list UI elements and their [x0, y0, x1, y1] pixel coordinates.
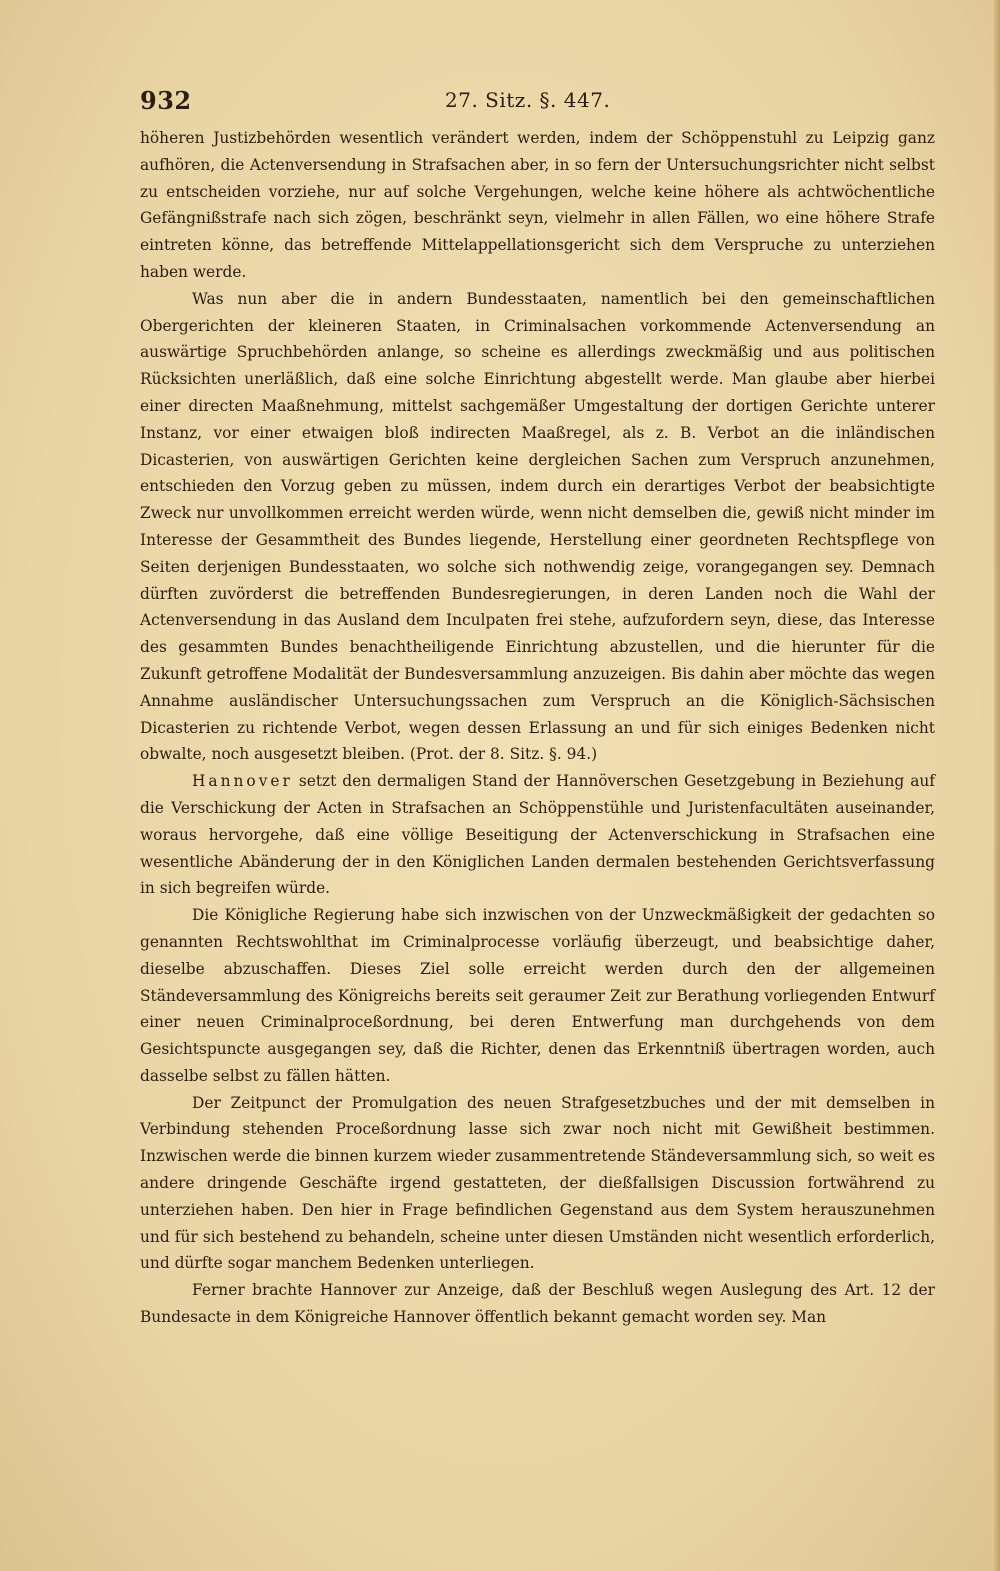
paragraph: Ferner brachte Hannover zur Anzeige, daß der Beschluß wegen Auslegung des Art. 12 der Bundesacte in dem Königreiche Hannover öffentlich bekannt gemacht worden sey. Man	[140, 1281, 935, 1327]
page-edge	[994, 0, 1000, 1571]
running-head: 27. Sitz. §. 447.	[445, 88, 611, 112]
page-header	[140, 86, 940, 120]
paragraph-text: setzt den dermaligen Stand der Hannöverschen Gesetzgebung in Beziehung auf die Verschickung der Acten in Strafsachen an Schöppenstühle und Juristenfacultäten auseinander, woraus hervorgehe, daß eine völlige Beseitigung der Actenverschickung in Strafsachen eine wesentliche Abänderung der in den Königlichen Landen dermalen bestehenden Gerichtsverfassung in sich begreifen würde.	[140, 772, 935, 898]
paragraph: Der Zeitpunct der Promulgation des neuen Strafgesetzbuches und der mit demselben in Verbindung stehenden Proceßordnung lasse sich zwar noch nicht mit Gewißheit bestimmen. Inzwischen werde die binnen kurzem wieder zusammentretende Ständeversammlung sich, so weit es andere dringende Geschäfte irgend gestatteten, der dießfallsigen Discussion fortwährend zu unterziehen haben. Den hier in Frage befindlichen Gegenstand aus dem System herauszunehmen und für sich bestehend zu behandeln, scheine unter diesen Umständen nicht wesentlich erforderlich, und dürfte sogar manchem Bedenken unterliegen.	[140, 1093, 935, 1273]
paragraph-lead-name: Hannover	[192, 772, 293, 791]
paragraph	[140, 768, 935, 902]
paragraph: Was nun aber die in andern Bundesstaaten, namentlich bei den gemeinschaftlichen Obergerichten der kleineren Staaten, in Criminalsachen vorkommende Actenversendung an auswärtige Spruchbehörden anlange, so scheine es allerdings zweckmäßig und aus politischen Rücksichten unerläßlich, daß eine solche Einrichtung abgestellt werde. Man glaube aber hierbei einer directen Maaßnehmung, mittelst sachgemäßer Umgestaltung der dortigen Gerichte unterer Instanz, vor einer etwaigen bloß indirecten Maaßregel, als z. B. Verbot an die inländischen Dicasterien, von auswärtigen Gerichten keine dergleichen Sachen zum Verspruch anzunehmen, entschieden den Vorzug geben zu müssen, indem durch ein derartiges Verbot der beabsichtigte Zweck nur unvollkommen erreicht werden würde, wenn nicht demselben die, gewiß nicht minder im Interesse der Gesammtheit des Bundes liegende, Herstellung einer geordneten Rechtspflege von Seiten derjenigen Bundesstaaten, wo solche sich nothwendig zeige, vorangegangen sey. Demnach dürften zuvörderst die betreffenden Bundesregierungen, in deren Landen noch die Wahl der Actenversendung in das Ausland dem Inculpaten frei stehe, aufzufordern seyn, diese, das Interesse des gesammten Bundes benachtheiligende Einrichtung abzustellen, und die hierunter für die Zukunft getroffene Modalität der Bundesversammlung anzuzeigen. Bis dahin aber möchte das wegen Annahme ausländischer Untersuchungssachen zum Verspruch an die Königlich-Sächsischen Dicasterien zu richtende Verbot, wegen dessen Erlassung an und für sich einiges Bedenken nicht obwalte, noch ausgesetzt bleiben. (Prot. der 8. Sitz. §. 94.)	[140, 289, 935, 764]
paragraph: Die Königliche Regierung habe sich inzwischen von der Unzweckmäßigkeit der gedachten so genannten Rechtswohlthat im Criminalprocesse vorläufig überzeugt, und beabsichtige daher, dieselbe abzuschaffen. Dieses Ziel solle erreicht werden durch den der allgemeinen Ständeversammlung des Königreichs bereits seit geraumer Zeit zur Berathung vorliegenden Entwurf einer neuen Criminalproceßordnung, bei deren Entwerfung man durchgehends von dem Gesichtspuncte ausgegangen sey, daß die Richter, denen das Erkenntniß übertragen worden, auch dasselbe selbst zu fällen hätten.	[140, 906, 935, 1085]
page-number: 932	[140, 86, 192, 115]
body-text	[140, 125, 935, 1331]
paragraph: höheren Justizbehörden wesentlich verändert werden, indem der Schöppenstuhl zu Leipzig ganz aufhören, die Actenversendung in Strafsachen aber, in so fern der Untersuchungsrichter nicht selbst zu entscheiden vorziehe, nur auf solche Vergehungen, welche keine höhere als achtwöchentliche Gefängnißstrafe nach sich zögen, beschränkt seyn, vielmehr in allen Fällen, wo eine höhere Strafe eintreten könne, das betreffende Mittelappellationsgericht sich dem Verspruche zu unterziehen haben werde.	[140, 129, 935, 281]
